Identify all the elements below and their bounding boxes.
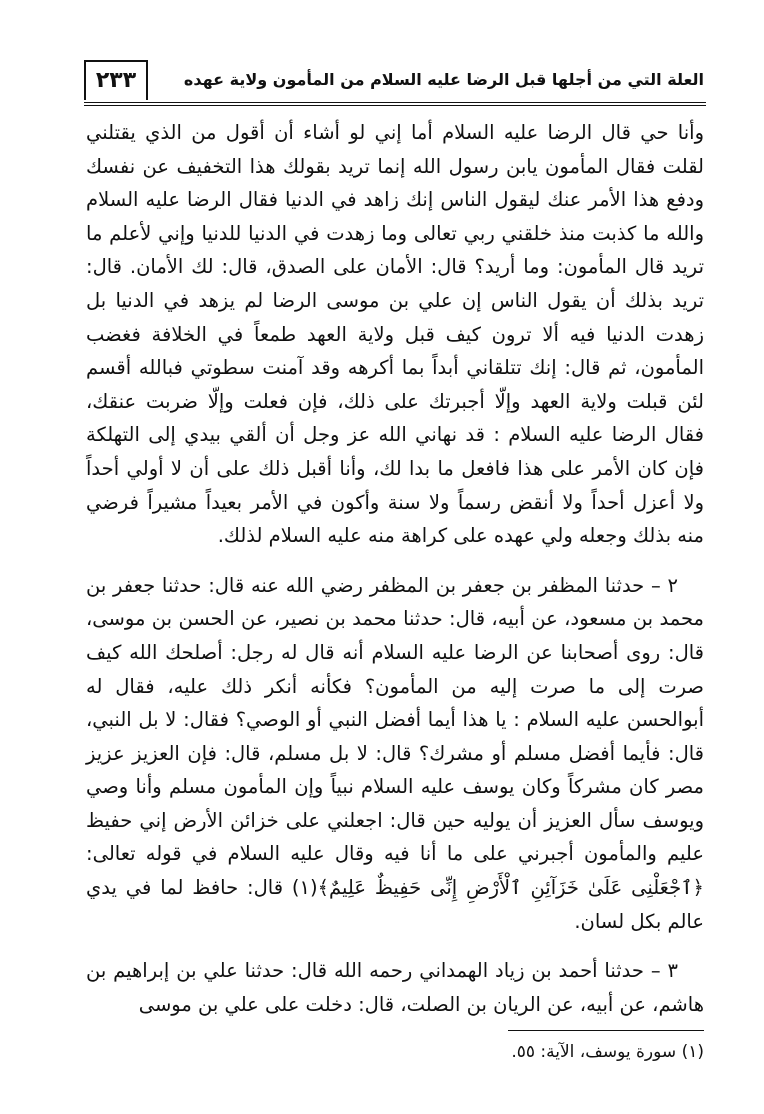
footnote-divider: [508, 1030, 704, 1031]
main-text: [86, 116, 704, 1021]
running-title: العلة التي من أجلها قبل الرضا عليه السلام من المأمون ولاية عهده: [183, 70, 704, 89]
page-header: [84, 58, 704, 104]
header-divider: [84, 102, 706, 106]
paragraph-3: ٣ – حدثنا أحمد بن زياد الهمداني رحمه الله قال: حدثنا علي بن إبراهيم بن هاشم، عن أبيه، عن الريان بن الصلت، قال: دخلت على علي بن موسى: [86, 959, 704, 1016]
footnote: (١) سورة يوسف، الآية: ٥٥.: [511, 1042, 704, 1062]
paragraph-1: وأنا حي قال الرضا عليه السلام أما إني لو أشاء أن أقول من الذي يقتلني لقلت فقال المأمون يابن رسول الله إنما تريد بقولك هذا التخفيف عن نفسك ودفع هذا الأمر عنك ليقول الناس إنك زاهد في الدنيا فقال الرضا عليه السلام والله ما كذبت منذ خلقني ربي تعالى وما زهدت في الدنيا للدنيا وإني لأعلم ما تريد قال المأمون: وما أريد؟ قال: الأمان على الصدق، قال: لك الأمان. قال: تريد بذلك أن يقول الناس إن علي بن موسى الرضا لم يزهد في الدنيا بل زهدت الدنيا فيه ألا ترون كيف قبل ولاية العهد طمعاً في الخلافة فغضب المأمون، ثم قال: إنك تتلقاني أبداً بما أكرهه وقد آمنت سطوتي فبالله أقسم لئن قبلت ولاية العهد وإلّا أجبرتك على ذلك، فإن فعلت وإلّا ضربت عنقك، فقال الرضا عليه السلام : قد نهاني الله عز وجل أن ألقي بيدي إلى التهلكة فإن كان الأمر على هذا فافعل ما بدا لك، وأنا أقبل ذلك على أن لا أولي أحداً ولا أعزل أحداً ولا أنقض رسماً ولا سنة وأكون في الأمر بعيداً مشيراً فرضي منه بذلك وجعله ولي عهده على كراهة منه عليه السلام لذلك.: [86, 121, 704, 548]
page-number: ٢٣٣: [84, 60, 148, 100]
paragraph-2: ٢ – حدثنا المظفر بن جعفر بن المظفر رضي الله عنه قال: حدثنا جعفر بن محمد بن مسعود، عن أبيه، قال: حدثنا محمد بن نصير، عن الحسن بن موسى، قال: روى أصحابنا عن الرضا عليه السلام أنه قال له رجل: أصلحك الله كيف صرت إلى ما صرت إليه من المأمون؟ فكأنه أنكر ذلك عليه، فقال له أبوالحسن عليه السلام : يا هذا أيما أفضل النبي أو الوصي؟ فقال: لا بل النبي، قال: فأيما أفضل مسلم أو مشرك؟ قال: لا بل مسلم، قال: فإن العزيز عزيز مصر كان مشركاً وكان يوسف عليه السلام نبياً وإن المأمون مسلم وأنا وصي ويوسف سأل العزيز أن يوليه حين قال: اجعلني على خزائن الأرض إني حفيظ عليم والمأمون أجبرني على ما أنا فيه وقال عليه السلام في قوله تعالى: ﴿ٱجْعَلْنِى عَلَىٰ خَزَآئِنِ ٱلْأَرْضِ إِنِّى حَفِيظٌ عَلِيمٌ﴾(١) قال: حافظ لما في يدي عالم بكل لسان.: [86, 573, 704, 933]
